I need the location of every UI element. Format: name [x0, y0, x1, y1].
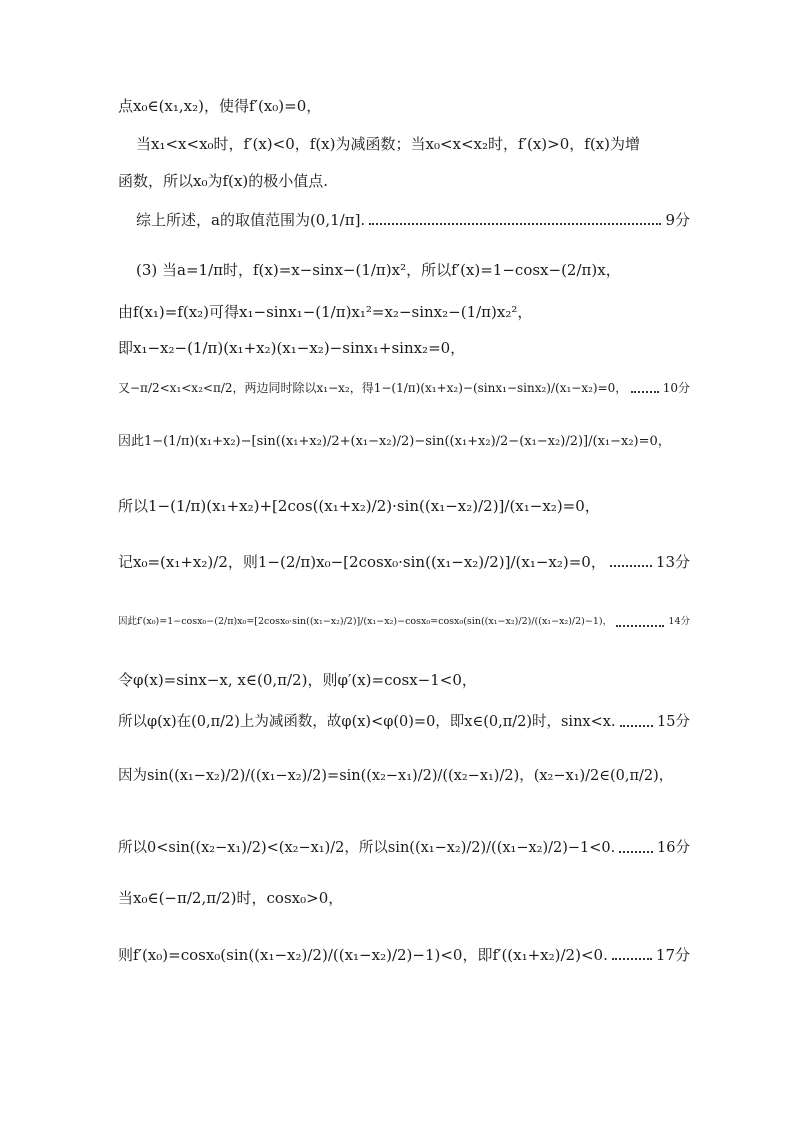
dot-leader — [619, 851, 653, 853]
text-line — [118, 171, 690, 191]
text-line — [136, 134, 690, 154]
dot-leader — [369, 223, 661, 225]
text-line — [118, 496, 690, 516]
text-line — [118, 552, 690, 572]
score-label: 17分 — [655, 946, 690, 964]
line-text: 即x₁−x₂−(1/π)(x₁+x₂)(x₁−x₂)−sinx₁+sinx₂=0， — [118, 339, 466, 357]
text-line — [136, 260, 690, 280]
dot-leader — [620, 725, 654, 727]
line-text: 记x₀=(x₁+x₂)/2，则1−(2/π)x₀−[2cosx₀·sin((x₁−x₂)/2)]/(x₁−x₂)=0， — [118, 553, 606, 571]
score-label: 10分 — [662, 381, 690, 395]
text-line — [118, 838, 690, 858]
dot-leader — [631, 391, 658, 393]
score-label: 15分 — [657, 714, 690, 730]
line-text: (3) 当a=1/π时，f(x)=x−sinx−(1/π)x²，所以f′(x)=1−cosx−(2/π)x， — [136, 261, 621, 279]
text-line — [118, 612, 690, 632]
score-label: 16分 — [657, 840, 690, 856]
line-text: 则f′(x₀)=cosx₀(sin((x₁−x₂)/2)/((x₁−x₂)/2)−1)<0，即f′((x₁+x₂)/2)<0. — [118, 946, 608, 964]
text-line — [118, 712, 690, 732]
text-line — [118, 945, 690, 965]
text-line — [118, 432, 690, 452]
line-text: 令φ(x)=sinx−x, x∈(0,π/2)，则φ′(x)=cosx−1<0， — [118, 671, 477, 689]
line-text: 所以1−(1/π)(x₁+x₂)+[2cos((x₁+x₂)/2)·sin((x₁−x₂)/2)]/(x₁−x₂)=0， — [118, 497, 600, 515]
line-text: 由f(x₁)=f(x₂)可得x₁−sinx₁−(1/π)x₁²=x₂−sinx₂−(1/π)x₂²， — [118, 303, 533, 321]
dot-leader — [616, 625, 664, 627]
line-text: 因此f′(x₀)=1−cosx₀−(2/π)x₀=[2cosx₀·sin((x₁−x₂)/2)]/(x₁−x₂)−cosx₀=cosx₀(sin((x₁−x₂)/2)/((x₁−x₂)/2)−1)， — [118, 616, 613, 627]
line-text: 因此1−(1/π)(x₁+x₂)−[sin((x₁+x₂)/2+(x₁−x₂)/2)−sin((x₁+x₂)/2−(x₁−x₂)/2)]/(x₁−x₂)=0， — [118, 434, 671, 449]
score-label: 9分 — [665, 211, 690, 229]
page-bottom-margin — [118, 1111, 690, 1112]
line-text: 又−π/2<x₁<x₂<π/2，两边同时除以x₁−x₂，得1−(1/π)(x₁+x₂)−(sinx₁−sinx₂)/(x₁−x₂)=0， — [118, 381, 628, 395]
line-text: 所以0<sin((x₂−x₁)/2)<(x₂−x₁)/2，所以sin((x₁−x₂)/2)/((x₁−x₂)/2)−1<0. — [118, 840, 616, 856]
dot-leader — [612, 958, 652, 960]
score-label: 13分 — [655, 553, 690, 571]
score-label: 14分 — [668, 616, 690, 627]
line-text: 点x₀∈(x₁,x₂)，使得f′(x₀)=0， — [118, 97, 322, 115]
text-line — [118, 96, 690, 116]
line-text: 当x₁<x<x₀时，f′(x)<0，f(x)为减函数；当x₀<x<x₂时，f′(x)>0，f(x)为增 — [136, 135, 640, 153]
dot-leader — [610, 565, 652, 567]
line-text: 因为sin((x₁−x₂)/2)/((x₁−x₂)/2)=sin((x₂−x₁)/2)/((x₂−x₁)/2)，(x₂−x₁)/2∈(0,π/2)， — [118, 768, 674, 784]
text-line — [118, 302, 690, 322]
text-line — [118, 670, 690, 690]
text-line — [118, 888, 690, 908]
line-text: 综上所述，a的取值范围为(0,1/π]. — [136, 211, 366, 229]
text-line — [118, 338, 690, 358]
text-line — [118, 766, 690, 786]
line-text: 函数，所以x₀为f(x)的极小值点. — [118, 172, 328, 190]
text-line — [118, 378, 690, 398]
line-text: 当x₀∈(−π/2,π/2)时，cosx₀>0， — [118, 889, 344, 907]
text-line — [136, 210, 690, 230]
line-text: 所以φ(x)在(0,π/2)上为减函数，故φ(x)<φ(0)=0，即x∈(0,π/2)时，sinx<x. — [118, 714, 616, 730]
